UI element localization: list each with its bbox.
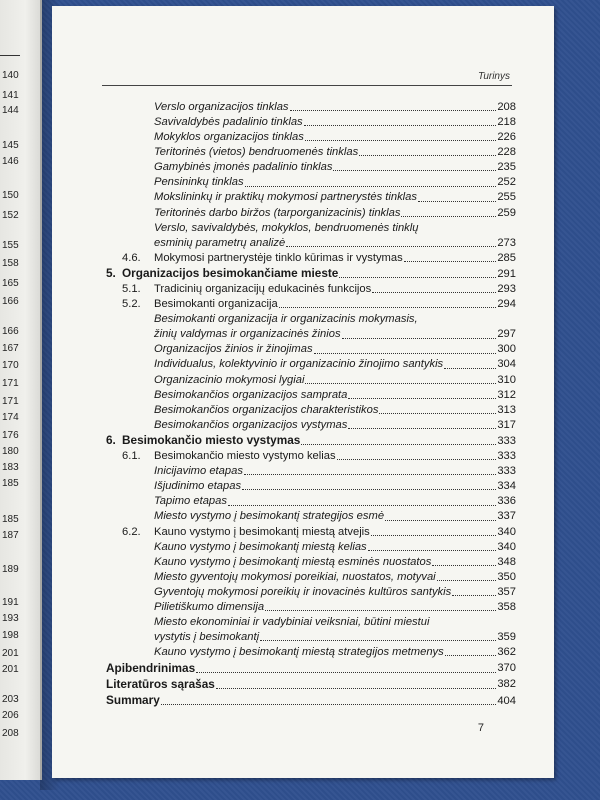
- toc-entry[interactable]: [106, 643, 516, 658]
- toc-entry-title: Kauno vystymo į besimokantį miestą kelias: [154, 540, 367, 553]
- toc-entry-title: Besimokanti organizacija: [154, 298, 278, 311]
- toc-entry-page: 310: [497, 373, 516, 386]
- toc-leader-dots: [337, 458, 497, 460]
- toc-entry-title: Teritorinės (vietos) bendruomenės tinklas: [154, 146, 359, 159]
- toc-entry-title: vystytis į besimokantį: [154, 631, 260, 644]
- toc-entry-page: 362: [497, 646, 516, 659]
- previous-page-number: 146: [2, 156, 19, 167]
- toc-entry-title: Mokslininkų ir praktikų mokymosi partnerystės tinklas: [154, 191, 417, 204]
- toc-leader-dots: [348, 397, 496, 399]
- toc-entry[interactable]: [106, 613, 516, 628]
- previous-page-number: 166: [2, 296, 19, 307]
- toc-entry-title: Savivaldybės padalinio tinklas: [154, 115, 303, 128]
- toc-entry-page: 359: [497, 631, 516, 644]
- toc-entry[interactable]: [106, 325, 516, 340]
- toc-entry-page: 294: [497, 298, 516, 311]
- page-number: 7: [477, 722, 484, 734]
- toc-entry-page: 228: [497, 146, 516, 159]
- toc-entry[interactable]: [106, 219, 516, 234]
- toc-leader-dots: [432, 564, 496, 566]
- toc-entry-title: Tradicinių organizacijų edukacinės funkcijos: [154, 283, 372, 296]
- previous-page-rule: [0, 55, 20, 56]
- toc-leader-dots: [404, 260, 497, 262]
- toc-leader-dots: [304, 124, 497, 126]
- toc-entry-title: Besimokančios organizacijos samprata: [154, 388, 348, 401]
- toc-entry-page: 334: [497, 480, 516, 493]
- toc-entry-title: Apibendrinimas: [106, 660, 196, 675]
- toc-leader-dots: [196, 671, 496, 673]
- previous-page-number: 140: [2, 70, 19, 81]
- previous-page-number: 208: [2, 728, 19, 739]
- toc-leader-dots: [348, 427, 496, 429]
- toc-entry-title: Gyventojų mokymosi poreikių ir inovacinės kultūros santykis: [154, 585, 452, 598]
- toc-entry[interactable]: [106, 692, 516, 707]
- toc-entry-page: 304: [497, 358, 516, 371]
- toc-entry-page: 291: [497, 267, 516, 280]
- toc-leader-dots: [372, 291, 496, 293]
- toc-entry[interactable]: [106, 447, 516, 462]
- toc-entry-page: 273: [497, 236, 516, 249]
- toc-entry[interactable]: [106, 659, 516, 674]
- toc-entry-title: Verslo organizacijos tinklas: [154, 100, 289, 113]
- toc-entry[interactable]: [106, 598, 516, 613]
- previous-page-number: 158: [2, 258, 19, 269]
- previous-page-number: 165: [2, 278, 19, 289]
- toc-entry[interactable]: [106, 265, 516, 280]
- previous-page-number: 166: [2, 326, 19, 337]
- previous-page-number: 152: [2, 210, 19, 221]
- toc-entry-number: 6.1.: [122, 450, 141, 463]
- toc-entry-title: Tapimo etapas: [154, 495, 227, 508]
- toc-entry-title: Verslo, savivaldybės, mokyklos, bendruomenės tinklų: [154, 221, 419, 234]
- toc-leader-dots: [301, 443, 496, 445]
- toc-entry[interactable]: [106, 143, 516, 158]
- toc-entry-page: 357: [497, 585, 516, 598]
- toc-entry[interactable]: [106, 173, 516, 188]
- toc-leader-dots: [228, 504, 496, 506]
- running-header: Turinys: [477, 71, 510, 82]
- toc-entry-page: 404: [497, 694, 516, 707]
- toc-entry[interactable]: [106, 310, 516, 325]
- toc-entry-page: 252: [497, 176, 516, 189]
- previous-page-number: 203: [2, 694, 19, 705]
- previous-page-number: 150: [2, 190, 19, 201]
- toc-entry-title: Kauno vystymo į besimokantį miestą atvejis: [154, 525, 370, 538]
- toc-entry[interactable]: [106, 356, 516, 371]
- toc-entry-page: 300: [497, 343, 516, 356]
- toc-entry-title: Besimokančio miesto vystymas: [122, 433, 301, 448]
- previous-page-number: 206: [2, 710, 19, 721]
- toc-entry-title: Mokymosi partnerystėje tinklo kūrimas ir vystymas: [154, 251, 403, 264]
- previous-page-number: 189: [2, 564, 19, 575]
- toc-entry-title: Besimokanti organizacija ir organizacinis mokymasis,: [154, 313, 418, 326]
- toc-entry-page: 340: [497, 540, 516, 553]
- previous-page-number: 191: [2, 597, 19, 608]
- toc-entry-title: Gamybinės įmonės padalinio tinklas: [154, 161, 333, 174]
- toc-entry-page: 350: [497, 570, 516, 583]
- toc-leader-dots: [368, 549, 497, 551]
- toc-leader-dots: [452, 594, 496, 596]
- previous-page-number: 180: [2, 446, 19, 457]
- toc-entry-number: 6.: [106, 433, 116, 448]
- toc-entry-page: 336: [497, 495, 516, 508]
- toc-leader-dots: [385, 519, 496, 521]
- toc-entry-title: Išjudinimo etapas: [154, 480, 242, 493]
- toc-entry-title: Miesto vystymo į besimokantį strategijos esmė: [154, 510, 385, 523]
- toc-entry-title: Inicijavimo etapas: [154, 465, 243, 478]
- toc-entry-title: Miesto gyventojų mokymosi poreikiai, nuostatos, motyvai: [154, 570, 436, 583]
- toc-entry-title: Organizacijos žinios ir žinojimas: [154, 343, 313, 356]
- toc-leader-dots: [286, 245, 496, 247]
- previous-page-number: 171: [2, 396, 19, 407]
- toc-entry-title: Kauno vystymo į besimokantį miestą strategijos metmenys: [154, 646, 444, 659]
- toc-entry[interactable]: [106, 492, 516, 507]
- toc-leader-dots: [339, 276, 496, 278]
- toc-entry[interactable]: [106, 583, 516, 598]
- toc-leader-dots: [418, 200, 496, 202]
- toc-leader-dots: [444, 367, 496, 369]
- toc-leader-dots: [401, 215, 496, 217]
- toc-entry[interactable]: [106, 158, 516, 173]
- toc-leader-dots: [333, 169, 496, 171]
- toc-leader-dots: [260, 639, 496, 641]
- toc-leader-dots: [379, 412, 496, 414]
- toc-entry-title: Pilietiškumo dimensija: [154, 600, 265, 613]
- toc-entry-title: Teritorinės darbo biržos (tarporganizacinis) tinklas: [154, 206, 401, 219]
- toc-entry-number: 5.2.: [122, 298, 141, 311]
- toc-entry[interactable]: [106, 341, 516, 356]
- toc-entry-title: esminių parametrų analizė: [154, 236, 286, 249]
- toc-entry[interactable]: [106, 234, 516, 249]
- previous-page-number: 141: [2, 90, 19, 101]
- toc-entry-page: 333: [497, 450, 516, 463]
- toc-entry[interactable]: [106, 553, 516, 568]
- previous-page-number: 171: [2, 378, 19, 389]
- previous-page-number: 170: [2, 360, 19, 371]
- toc-entry[interactable]: [106, 416, 516, 431]
- toc-entry-page: 255: [497, 191, 516, 204]
- previous-page-number: 145: [2, 140, 19, 151]
- toc-entry-page: 333: [497, 434, 516, 447]
- toc-entry-page: 297: [497, 328, 516, 341]
- toc-entry-page: 340: [497, 525, 516, 538]
- toc-entry[interactable]: [106, 523, 516, 538]
- toc-entry-page: 259: [497, 206, 516, 219]
- toc-entry[interactable]: [106, 628, 516, 643]
- previous-page-number: 185: [2, 478, 19, 489]
- toc-leader-dots: [279, 306, 497, 308]
- previous-page-number: 183: [2, 462, 19, 473]
- toc-entry-title: žinių valdymas ir organizacinės žinios: [154, 328, 341, 341]
- toc-entry-title: Besimokančios organizacijos charakteristikos: [154, 403, 379, 416]
- toc-entry[interactable]: [106, 386, 516, 401]
- previous-page-number: 144: [2, 105, 19, 116]
- toc-leader-dots: [216, 687, 496, 689]
- toc-entry-title: Besimokančios organizacijos vystymas: [154, 418, 348, 431]
- toc-entry-page: 348: [497, 555, 516, 568]
- toc-entry-page: 235: [497, 161, 516, 174]
- toc-entry[interactable]: [106, 432, 516, 447]
- toc-entry[interactable]: [106, 189, 516, 204]
- toc-leader-dots: [445, 654, 497, 656]
- toc-entry-page: 226: [497, 131, 516, 144]
- toc-entry-title: Miesto ekonominiai ir vadybiniai veiksniai, būtini miestui: [154, 616, 430, 629]
- toc-leader-dots: [437, 579, 497, 581]
- previous-page-number: 187: [2, 530, 19, 541]
- previous-page-number: 174: [2, 412, 19, 423]
- toc-entry-page: 358: [497, 600, 516, 613]
- toc-entry-number: 6.2.: [122, 525, 141, 538]
- toc-entry-page: 285: [497, 251, 516, 264]
- toc-entry[interactable]: [106, 204, 516, 219]
- toc-leader-dots: [359, 154, 496, 156]
- toc-entry[interactable]: [106, 538, 516, 553]
- toc-entry[interactable]: [106, 477, 516, 492]
- toc-entry-number: 5.: [106, 266, 116, 281]
- toc-entry-page: 313: [497, 403, 516, 416]
- toc-entry[interactable]: [106, 113, 516, 128]
- toc-entry[interactable]: [106, 371, 516, 386]
- toc-leader-dots: [290, 109, 497, 111]
- toc-entry-page: 208: [497, 100, 516, 113]
- toc-entry-page: 218: [497, 115, 516, 128]
- previous-page-number: 155: [2, 240, 19, 251]
- toc-entry[interactable]: [106, 676, 516, 691]
- toc-entry-page: 333: [497, 465, 516, 478]
- previous-page-number: 167: [2, 343, 19, 354]
- toc-leader-dots: [244, 473, 496, 475]
- toc-entry-title: Individualus, kolektyvinio ir organizacinio žinojimo santykis: [154, 358, 444, 371]
- toc-leader-dots: [371, 534, 497, 536]
- toc-entry-page: 382: [497, 678, 516, 691]
- previous-page-number: 176: [2, 430, 19, 441]
- toc-entry[interactable]: [106, 401, 516, 416]
- toc-entry-title: Summary: [106, 692, 160, 707]
- toc-entry-page: 293: [497, 283, 516, 296]
- toc-entry[interactable]: [106, 128, 516, 143]
- toc-entry-page: 312: [497, 388, 516, 401]
- toc-entry[interactable]: [106, 568, 516, 583]
- previous-page-number: 193: [2, 613, 19, 624]
- toc-entry-title: Mokyklos organizacijos tinklas: [154, 131, 304, 144]
- toc-entry[interactable]: [106, 508, 516, 523]
- toc-entry[interactable]: [106, 462, 516, 477]
- toc-entry-title: Organizacinio mokymosi lygiai: [154, 373, 305, 386]
- toc-entry-title: Besimokančio miesto vystymo kelias: [154, 450, 336, 463]
- toc-entry-number: 4.6.: [122, 251, 141, 264]
- toc-entry[interactable]: [106, 280, 516, 295]
- toc-entry-title: Literatūros sąrašas: [106, 676, 215, 691]
- toc-entry-title: Pensininkų tinklas: [154, 176, 244, 189]
- table-of-contents: [106, 98, 516, 707]
- toc-entry[interactable]: [106, 98, 516, 113]
- toc-entry-page: 317: [497, 418, 516, 431]
- toc-leader-dots: [305, 139, 496, 141]
- toc-leader-dots: [342, 337, 497, 339]
- toc-entry-number: 5.1.: [122, 283, 141, 296]
- toc-leader-dots: [314, 352, 497, 354]
- previous-page-number: 185: [2, 514, 19, 525]
- previous-page-number: 201: [2, 664, 19, 675]
- header-rule: [102, 85, 512, 86]
- toc-entry[interactable]: [106, 295, 516, 310]
- toc-entry-page: 337: [497, 510, 516, 523]
- previous-page-number: 198: [2, 630, 19, 641]
- toc-leader-dots: [305, 382, 496, 384]
- previous-page-edge: [0, 0, 42, 780]
- toc-leader-dots: [161, 703, 497, 705]
- toc-leader-dots: [245, 185, 497, 187]
- toc-entry-title: Organizacijos besimokančiame mieste: [122, 266, 339, 281]
- toc-entry[interactable]: [106, 249, 516, 264]
- toc-entry-title: Kauno vystymo į besimokantį miestą esminės nuostatos: [154, 555, 432, 568]
- previous-page-number: 201: [2, 648, 19, 659]
- toc-leader-dots: [265, 609, 496, 611]
- toc-leader-dots: [242, 488, 496, 490]
- toc-entry-page: 370: [497, 662, 516, 675]
- book-page: [52, 6, 554, 778]
